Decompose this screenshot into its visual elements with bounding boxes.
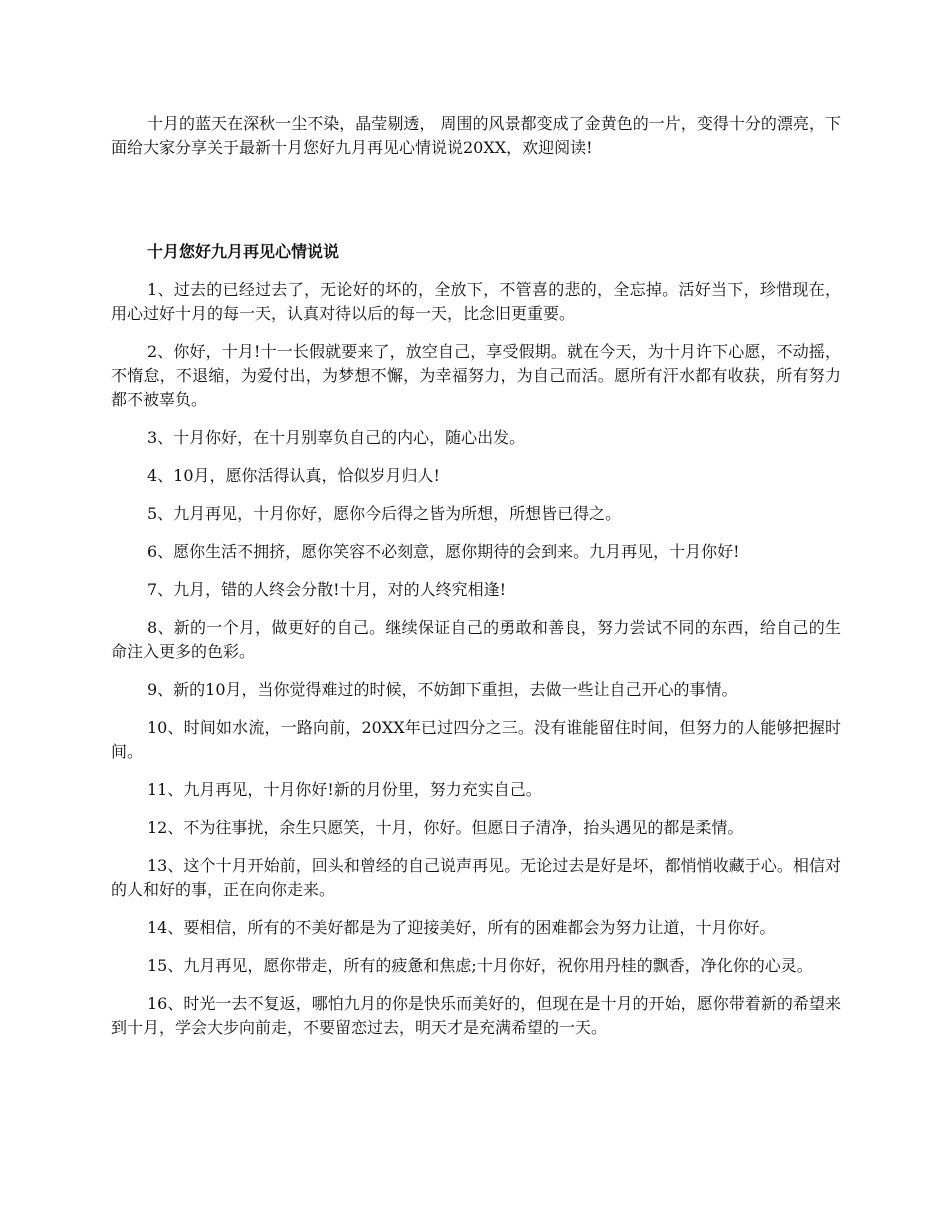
list-item: 10、时间如水流，一路向前，20XX年已过四分之三。没有谁能留住时间，但努力的人能够把握时间。 bbox=[111, 718, 841, 761]
list-item: 9、新的10月，当你觉得难过的时候，不妨卸下重担，去做一些让自己开心的事情。 bbox=[147, 680, 738, 699]
section-heading: 十月您好九月再见心情说说 bbox=[147, 242, 340, 261]
intro-paragraph: 十月的蓝天在深秋一尘不染，晶莹剔透， 周围的风景都变成了金黄色的一片，变得十分的漂亮，下面给大家分享关于最新十月您好九月再见心情说说20XX，欢迎阅读! bbox=[111, 114, 841, 157]
list-item: 11、九月再见，十月你好!新的月份里，努力充实自己。 bbox=[147, 780, 542, 799]
list-item: 15、九月再见，愿你带走，所有的疲惫和焦虑;十月你好，祝你用丹桂的飘香，净化你的心灵。 bbox=[147, 956, 813, 975]
list-item: 5、九月再见，十月你好，愿你今后得之皆为所想，所想皆已得之。 bbox=[147, 504, 622, 523]
list-item: 16、时光一去不复返，哪怕九月的你是快乐而美好的，但现在是十月的开始，愿你带着新的希望来到十月，学会大步向前走，不要留恋过去，明天才是充满希望的一天。 bbox=[111, 994, 841, 1037]
list-item: 8、新的一个月，做更好的自己。继续保证自己的勇敢和善良，努力尝试不同的东西，给自己的生命注入更多的色彩。 bbox=[111, 618, 841, 661]
list-item: 2、你好，十月!十一长假就要来了，放空自己，享受假期。就在今天，为十月许下心愿，不动摇，不惰怠，不退缩，为爱付出，为梦想不懈，为幸福努力，为自己而活。愿所有汗水都有收获，所有努力都不被辜负。 bbox=[111, 342, 841, 409]
list-item: 6、愿你生活不拥挤，愿你笑容不必刻意，愿你期待的会到来。九月再见，十月你好! bbox=[147, 542, 740, 561]
list-item: 7、九月，错的人终会分散!十月，对的人终究相逢! bbox=[147, 580, 507, 599]
list-item: 12、不为往事扰，余生只愿笑，十月，你好。但愿日子清净，抬头遇见的都是柔情。 bbox=[147, 818, 744, 837]
list-item: 14、要相信，所有的不美好都是为了迎接美好，所有的困难都会为努力让道，十月你好。 bbox=[147, 918, 776, 937]
list-item: 4、10月，愿你活得认真，恰似岁月归人! bbox=[147, 466, 440, 485]
list-item: 1、过去的已经过去了，无论好的坏的，全放下，不管喜的悲的，全忘掉。活好当下，珍惜现在，用心过好十月的每一天，认真对待以后的每一天，比念旧更重要。 bbox=[111, 280, 841, 323]
document-body bbox=[111, 112, 841, 1054]
list-item: 3、十月你好，在十月别辜负自己的内心，随心出发。 bbox=[147, 428, 526, 447]
list-item: 13、这个十月开始前，回头和曾经的自己说声再见。无论过去是好是坏，都悄悄收藏于心。相信对的人和好的事，正在向你走来。 bbox=[111, 856, 841, 899]
